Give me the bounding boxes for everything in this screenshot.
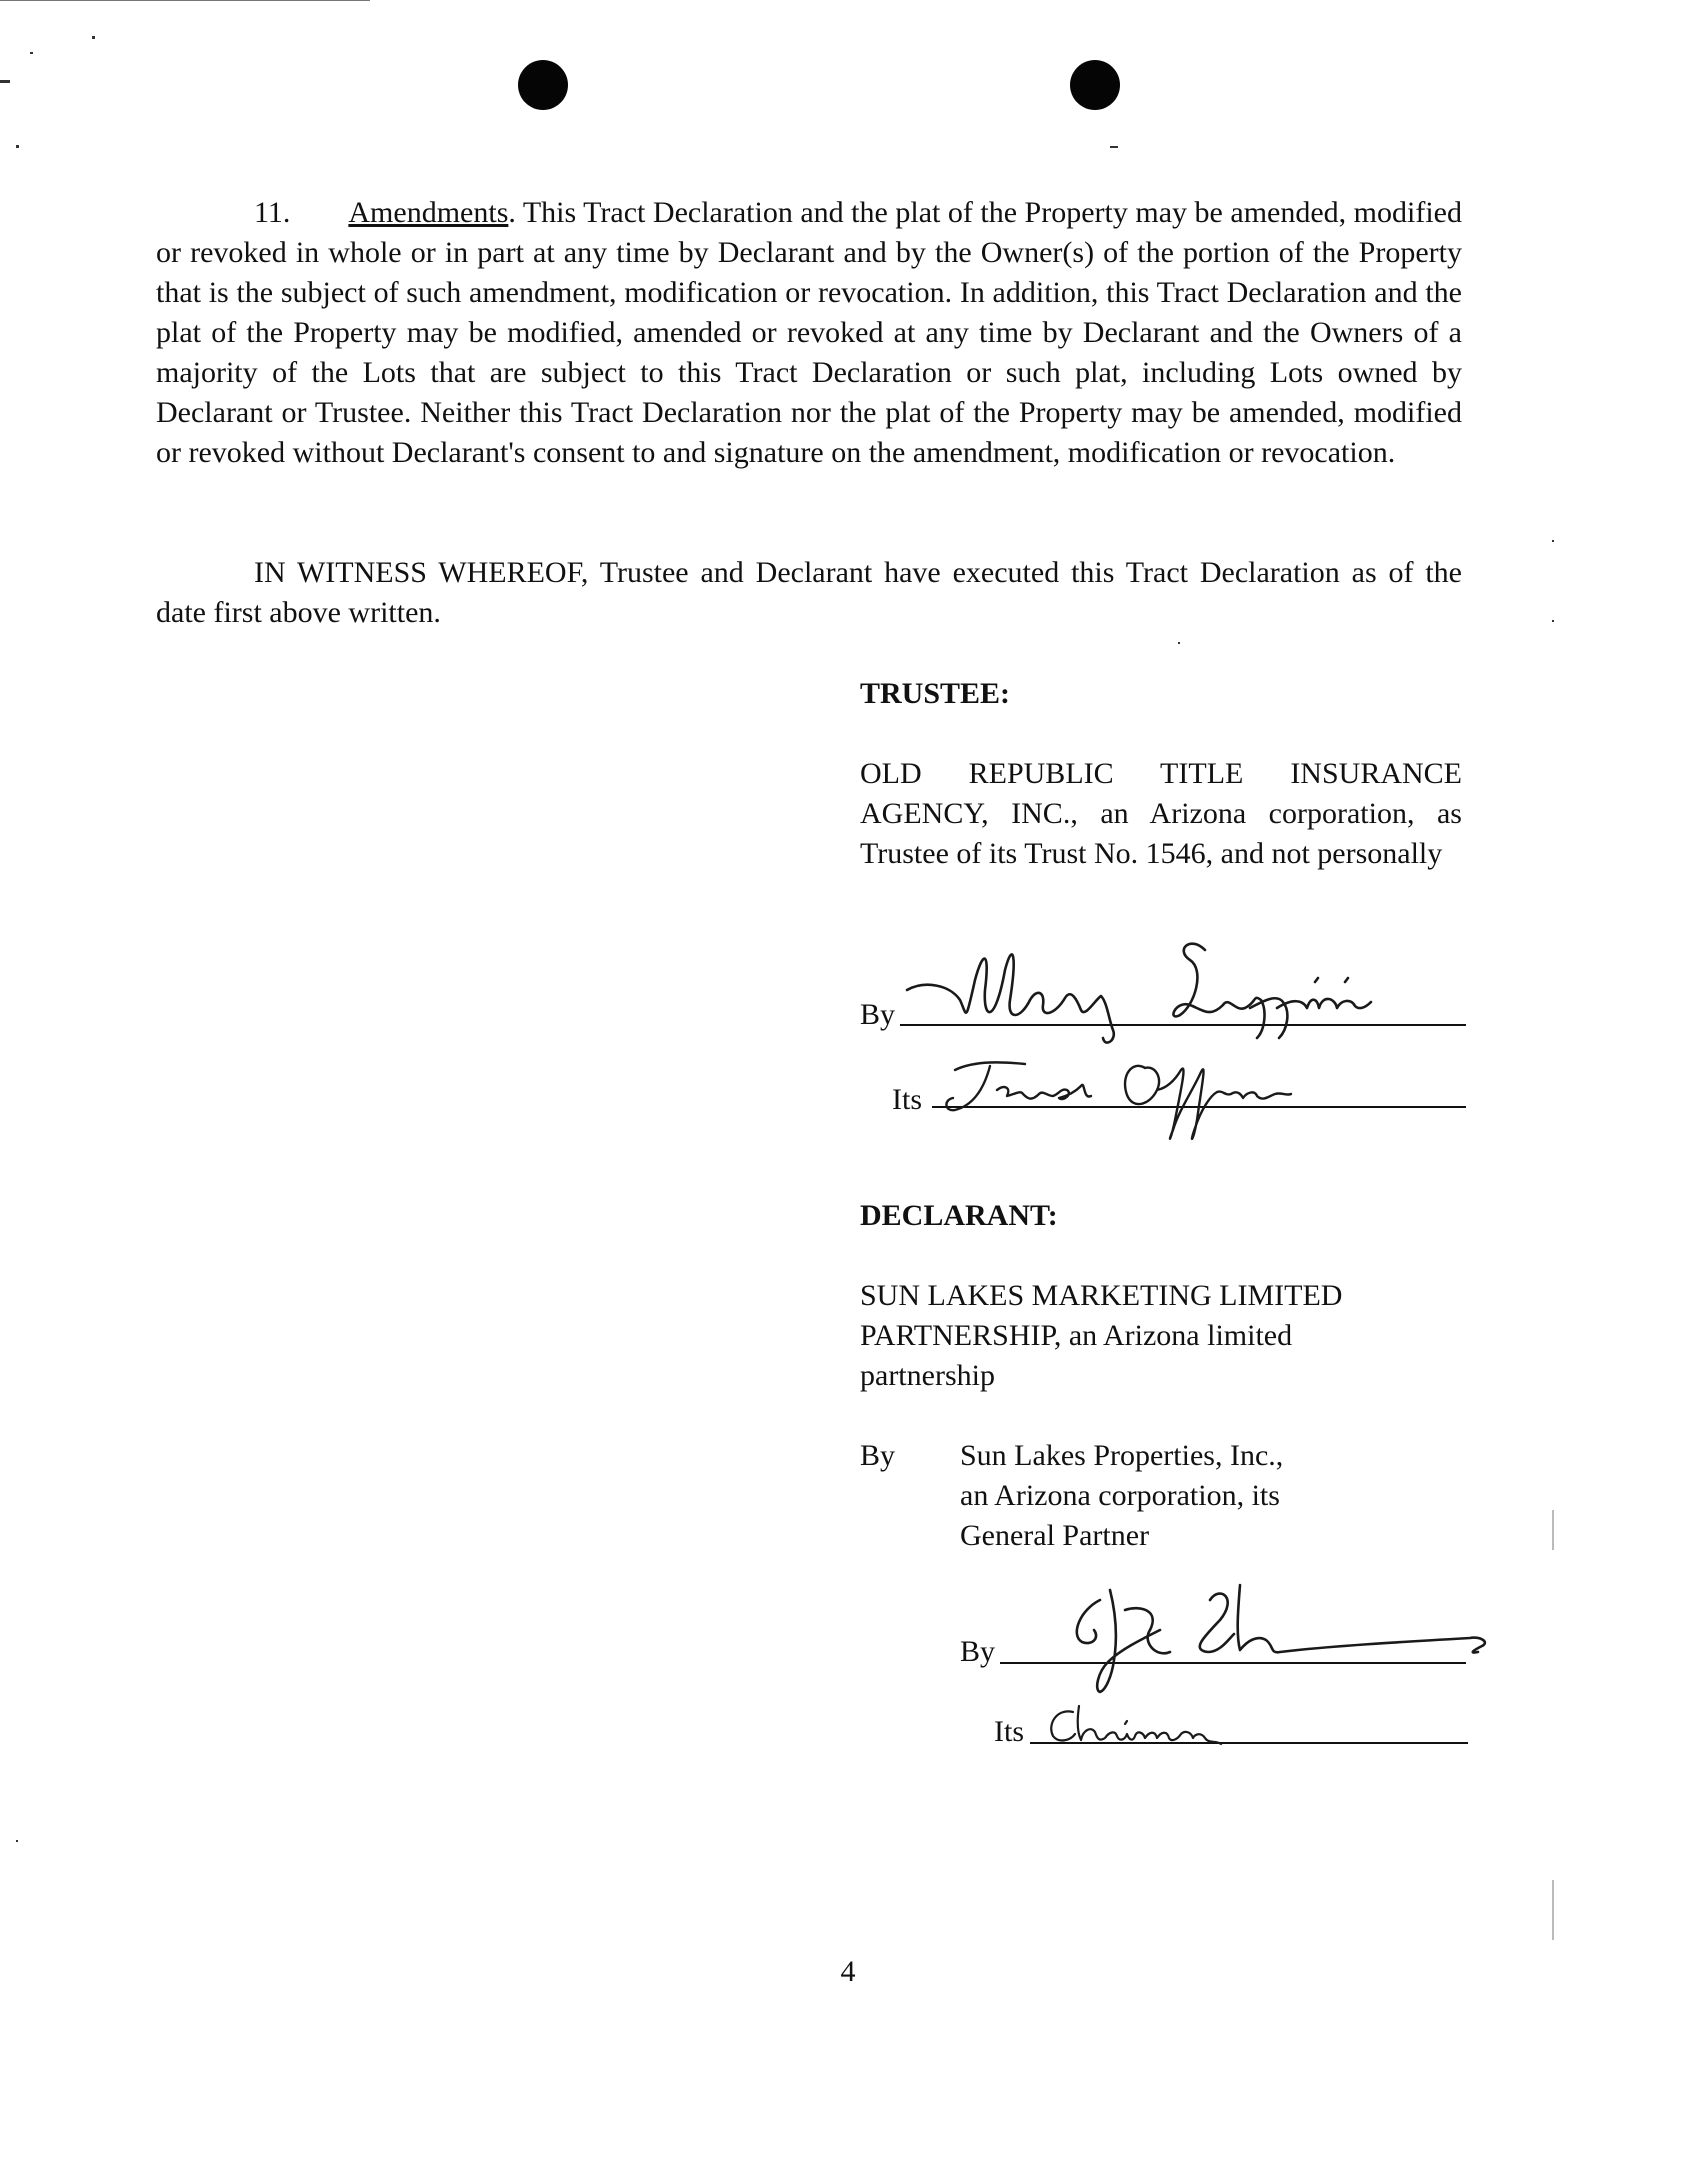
scan-mark xyxy=(1552,620,1554,622)
section-11-paragraph xyxy=(156,193,1462,473)
trustee-heading: TRUSTEE: xyxy=(860,677,1011,710)
trustee-by-label: By xyxy=(860,998,896,1031)
scan-mark xyxy=(92,36,95,39)
declarant-entity: SUN LAKES MARKETING LIMITED PARTNERSHIP, an Arizona limited partnership xyxy=(860,1279,1343,1392)
trustee-its-label: Its xyxy=(892,1083,922,1116)
scan-mark xyxy=(0,0,370,1)
scan-mark xyxy=(1552,1510,1554,1550)
declarant-title-handwritten xyxy=(1045,1700,1245,1760)
scan-mark xyxy=(1110,146,1118,148)
scan-mark xyxy=(16,1840,18,1842)
section-heading: Amendments xyxy=(348,196,509,229)
punch-hole-left xyxy=(518,60,568,110)
declarant-sub-by-label: By xyxy=(960,1635,996,1668)
declarant-heading: DECLARANT: xyxy=(860,1199,1058,1232)
witness-text: IN WITNESS WHEREOF, Trustee and Declarant have executed this Tract Declaration as of the date first above written. xyxy=(156,556,1462,629)
general-partner-line: General Partner xyxy=(960,1519,1150,1552)
page-number: 4 xyxy=(840,1955,856,1988)
general-partner-line: Sun Lakes Properties, Inc., xyxy=(960,1439,1284,1472)
punch-hole-right xyxy=(1070,60,1120,110)
section-text: . This Tract Declaration and the plat of the Property may be amended, modified or revoked in whole or in part at any time by Declarant and by the Owner(s) of the portion of the Property that is the subject of such amendment, modification or revocation. In addition, this Tract Declaration and the plat of the Property may be modified, amended or revoked at any time by Declarant and the Owners of a majority of the Lots that are subject to this Tract Declaration or such plat, including Lots owned by Declarant or Trustee. Neither this Tract Declaration nor the plat of the Property may be amended, modified or revoked without Declarant's consent to and signature on the amendment, modification or revocation. xyxy=(156,196,1462,469)
section-number: 11. xyxy=(254,196,291,229)
scan-mark xyxy=(0,80,10,83)
declarant-by-label: By xyxy=(860,1439,896,1472)
scan-mark xyxy=(16,145,19,148)
witness-paragraph xyxy=(156,553,1462,633)
scan-mark xyxy=(1178,642,1180,644)
trustee-entity: OLD REPUBLIC TITLE INSURANCE AGENCY, INC., an Arizona corporation, as Trustee of its Trust No. 1546, and not personally xyxy=(860,757,1462,870)
trustee-title-handwritten xyxy=(935,1050,1355,1150)
general-partner-block xyxy=(960,1436,1380,1556)
scan-mark xyxy=(1552,540,1554,542)
general-partner-line: an Arizona corporation, its xyxy=(960,1479,1280,1512)
declarant-signature xyxy=(1070,1580,1510,1700)
trustee-signature xyxy=(905,930,1425,1050)
scan-mark xyxy=(30,52,33,54)
declarant-sub-its-label: Its xyxy=(994,1715,1024,1748)
scan-mark xyxy=(1552,1880,1554,1940)
